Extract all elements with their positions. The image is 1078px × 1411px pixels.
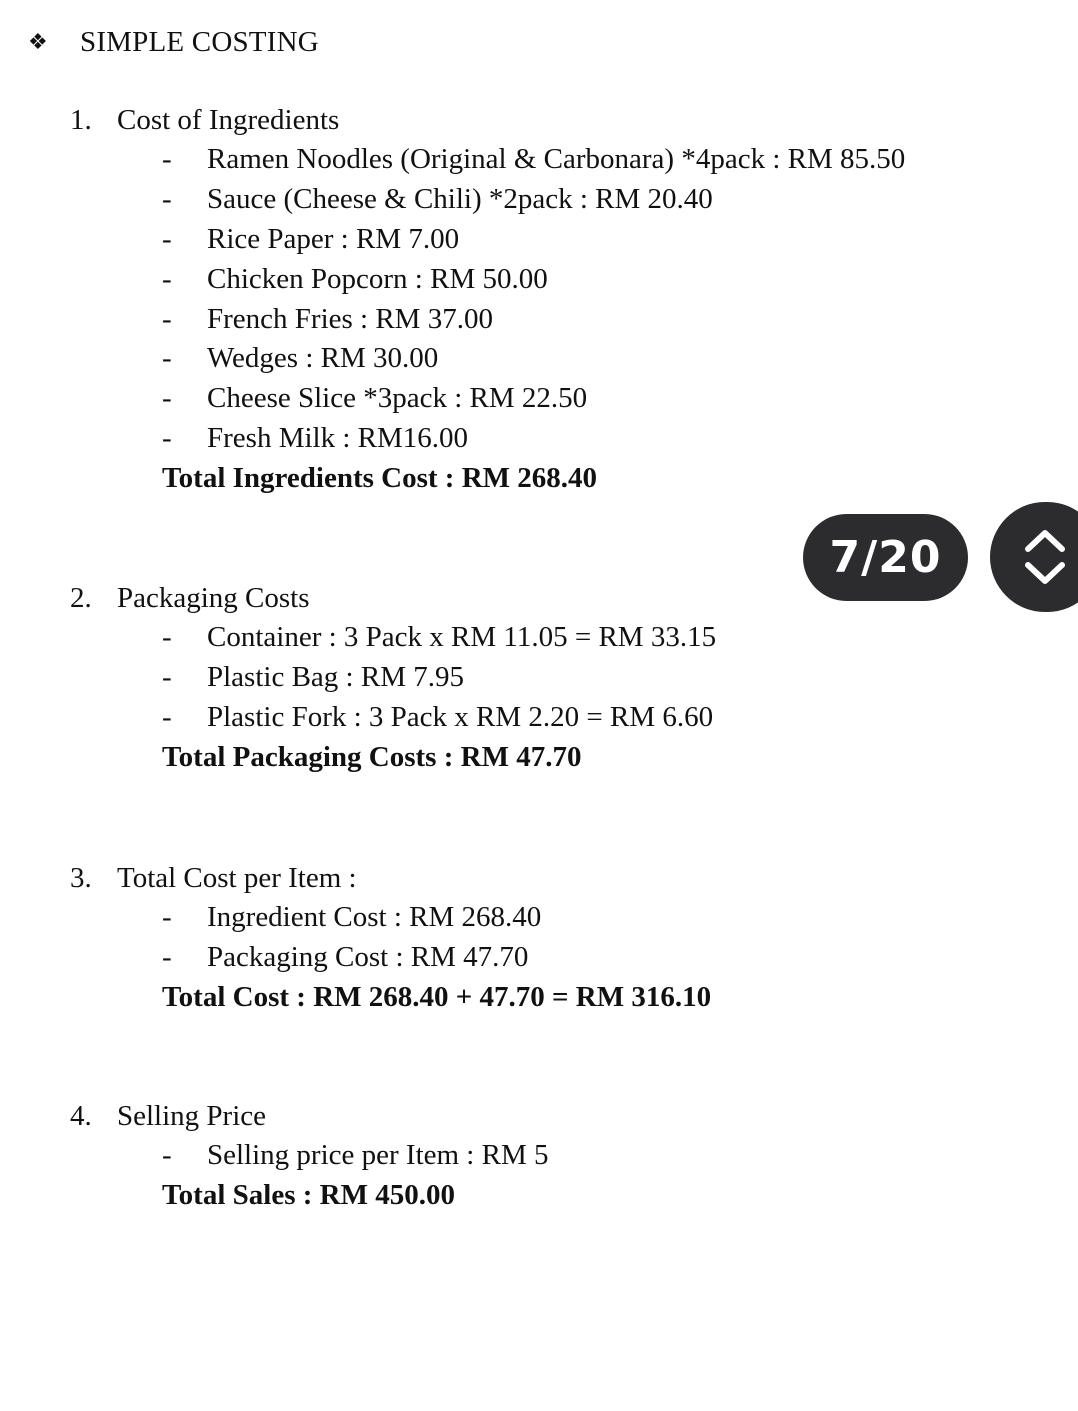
list-item-text: Cheese Slice *3pack : RM 22.50 — [207, 382, 588, 415]
section-total: Total Packaging Costs : RM 47.70 — [162, 740, 582, 773]
ingredient-list — [70, 140, 970, 458]
dash-bullet: - — [162, 262, 172, 295]
selling-list — [70, 1136, 970, 1176]
list-item — [70, 419, 970, 459]
list-item-text: Plastic Bag : RM 7.95 — [207, 661, 464, 694]
section-number: 1. — [70, 103, 92, 136]
section-total: Total Sales : RM 450.00 — [162, 1179, 455, 1212]
list-item-text: Chicken Popcorn : RM 50.00 — [207, 262, 548, 295]
section-number: 2. — [70, 581, 92, 614]
list-item — [70, 698, 970, 738]
section-total-cost — [70, 858, 970, 1018]
document-heading — [28, 22, 319, 62]
list-item-text: Packaging Cost : RM 47.70 — [207, 941, 529, 974]
section-number: 3. — [70, 861, 92, 894]
section-total: Total Cost : RM 268.40 + 47.70 = RM 316.10 — [162, 981, 712, 1014]
section-packaging — [70, 578, 970, 777]
list-item — [70, 220, 970, 260]
list-item — [70, 379, 970, 419]
section-title — [70, 1096, 970, 1136]
dash-bullet: - — [162, 222, 172, 255]
dash-bullet: - — [162, 621, 172, 654]
list-item-text: French Fries : RM 37.00 — [207, 302, 493, 335]
list-item-text: Selling price per Item : RM 5 — [207, 1139, 549, 1172]
section-title-text: Cost of Ingredients — [117, 103, 340, 136]
dash-bullet: - — [162, 941, 172, 974]
list-item-text: Wedges : RM 30.00 — [207, 342, 439, 375]
list-item — [70, 938, 970, 978]
section-ingredients — [70, 100, 970, 498]
list-item-text: Sauce (Cheese & Chili) *2pack : RM 20.40 — [207, 183, 713, 216]
dash-bullet: - — [162, 661, 172, 694]
list-item-text: Ingredient Cost : RM 268.40 — [207, 901, 542, 934]
dash-bullet: - — [162, 342, 172, 375]
section-title — [70, 100, 970, 140]
cost-list — [70, 898, 970, 978]
dash-bullet: - — [162, 183, 172, 216]
dash-bullet: - — [162, 1139, 172, 1172]
diamond-bullet-icon: ❖ — [28, 29, 48, 54]
list-item — [70, 299, 970, 339]
dash-bullet: - — [162, 421, 172, 454]
heading-title: SIMPLE COSTING — [80, 25, 319, 58]
dash-bullet: - — [162, 700, 172, 733]
list-item-text: Ramen Noodles (Original & Carbonara) *4pack : RM 85.50 — [207, 143, 906, 176]
section-title-text: Total Cost per Item : — [117, 861, 357, 894]
list-item-text: Plastic Fork : 3 Pack x RM 2.20 = RM 6.60 — [207, 700, 714, 733]
list-item — [70, 259, 970, 299]
section-title-text: Selling Price — [117, 1099, 267, 1132]
section-title — [70, 858, 970, 898]
list-item — [70, 898, 970, 938]
list-item — [70, 180, 970, 220]
chevron-up-down-icon — [1020, 525, 1070, 589]
list-item — [70, 618, 970, 658]
section-number: 4. — [70, 1099, 92, 1132]
section-selling-price — [70, 1096, 970, 1216]
dash-bullet: - — [162, 143, 172, 176]
list-item-text: Container : 3 Pack x RM 11.05 = RM 33.15 — [207, 621, 717, 654]
packaging-list — [70, 618, 970, 737]
section-title-text: Packaging Costs — [117, 581, 310, 614]
list-item — [70, 140, 970, 180]
dash-bullet: - — [162, 382, 172, 415]
list-item-text: Rice Paper : RM 7.00 — [207, 222, 460, 255]
list-item — [70, 1136, 970, 1176]
section-total: Total Ingredients Cost : RM 268.40 — [162, 461, 598, 494]
list-item-text: Fresh Milk : RM16.00 — [207, 421, 469, 454]
list-item — [70, 658, 970, 698]
dash-bullet: - — [162, 901, 172, 934]
dash-bullet: - — [162, 302, 172, 335]
list-item — [70, 339, 970, 379]
page-indicator: 7/20 — [803, 514, 968, 601]
